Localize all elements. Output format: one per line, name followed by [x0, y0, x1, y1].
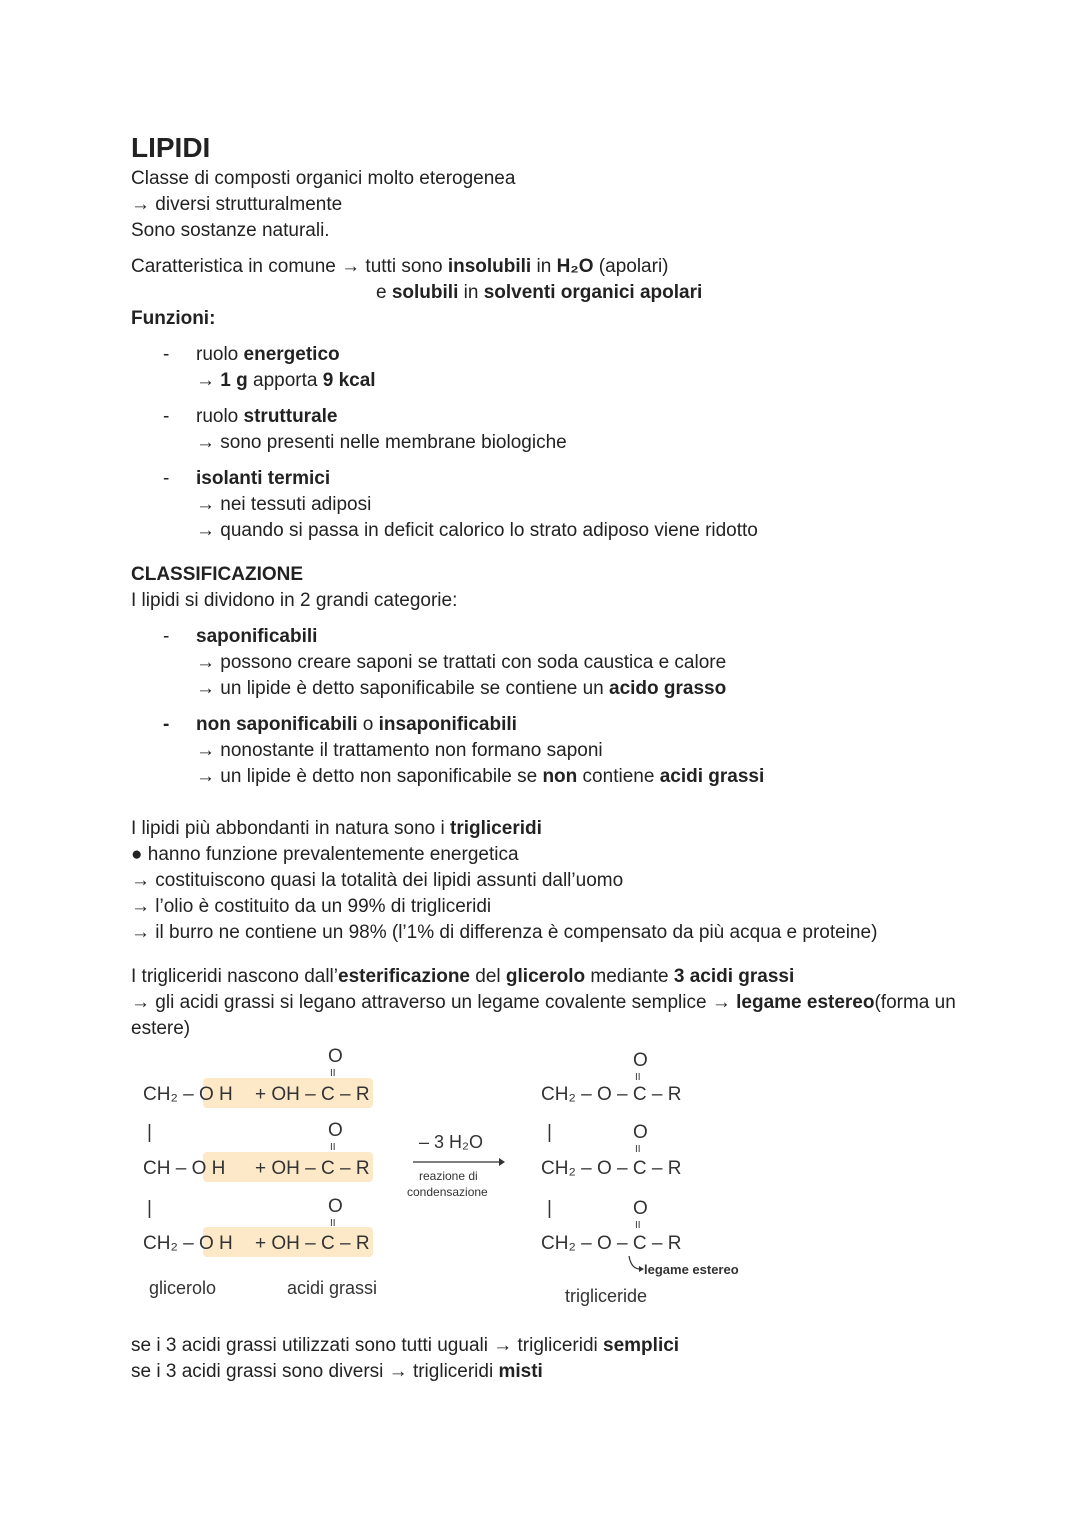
water-loss: – 3 H₂O — [419, 1132, 484, 1152]
ester-2-o: O — [633, 1122, 648, 1143]
ester-a: I trigliceridi nascono dall’ — [131, 966, 338, 987]
energetico-f: 9 kcal — [322, 370, 376, 391]
classificazione-intro: I lipidi si dividono in 2 grandi categorie: — [131, 590, 458, 611]
list-item-isolanti — [131, 466, 1031, 544]
common-text-f: e — [376, 282, 392, 303]
energetico-d: 1 g — [220, 370, 248, 391]
ester-b: esterificazione — [338, 966, 470, 987]
esterification-diagram — [131, 1040, 1031, 1320]
acid-3-dbl: II — [330, 1218, 336, 1229]
nonsap-l2b: non — [542, 766, 578, 787]
trig-b: trigliceridi — [450, 818, 542, 839]
nonsap-title — [196, 712, 764, 738]
reaction-arrow-head — [499, 1158, 505, 1166]
trig-bullet: ● hanno funzione prevalentemente energetica — [131, 844, 519, 865]
acid-2-o: O — [328, 1120, 343, 1141]
acid-row-2: + OH – C – R — [255, 1158, 370, 1179]
common-solubili: solubili — [391, 282, 459, 303]
condensation-label-2: condensazione — [407, 1185, 488, 1199]
nonsap-l2c: contiene — [577, 766, 660, 787]
dash-bullet: - — [163, 468, 170, 489]
glycerol-row-3: CH₂ – O H — [143, 1233, 233, 1254]
common-text-a: Caratteristica in comune → tutti sono — [131, 256, 448, 277]
list-item-energetico — [131, 342, 1031, 394]
common-text-e: (apolari) — [593, 256, 669, 277]
closing-notes — [131, 1333, 679, 1385]
nonsap-t1: non saponificabili — [196, 714, 358, 735]
acid-row-1: + OH – C – R — [255, 1084, 370, 1105]
label-glicerolo: glicerolo — [149, 1278, 217, 1298]
ester-2-dbl: II — [635, 1144, 641, 1155]
ester-line-2 — [131, 990, 1031, 1016]
saponificabili-line-1: → possono creare saponi se trattati con soda caustica e calore — [196, 652, 727, 673]
isolanti-title — [196, 466, 758, 492]
energetico-a: ruolo — [196, 344, 244, 365]
strutturale-b: strutturale — [243, 406, 338, 427]
energetico-c: → — [196, 370, 221, 391]
sap-l2a: → un lipide è detto saponificabile se contiene un — [196, 678, 609, 699]
energetico-detail — [196, 368, 376, 394]
intro-line-1: Classe di composti organici molto eterogenea — [131, 168, 516, 189]
ester-1-o: O — [633, 1050, 648, 1071]
bond-bar-4: | — [547, 1198, 552, 1219]
trig-line-1: → costituiscono quasi la totalità dei lipidi assunti dall’uomo — [131, 870, 624, 891]
ester-f: 3 acidi grassi — [673, 966, 795, 987]
nonsap-t2: o — [357, 714, 379, 735]
isolanti-detail-1: → nei tessuti adiposi — [196, 494, 372, 515]
end-line-1 — [131, 1333, 679, 1359]
nonsap-l2a: → un lipide è detto non saponificabile se — [196, 766, 543, 787]
common-solventi: solventi organici apolari — [483, 282, 703, 303]
ester-d: glicerolo — [505, 966, 586, 987]
document-page — [131, 130, 1031, 1042]
energetico-b: energetico — [243, 344, 340, 365]
trig-intro — [131, 816, 1031, 842]
saponificabili-line-2 — [196, 676, 726, 702]
common-h2o: H₂O — [556, 256, 594, 277]
nonsap-t3: insaponificabili — [378, 714, 517, 735]
strutturale-a: ruolo — [196, 406, 244, 427]
common-feature-line — [131, 254, 1031, 280]
ester-e: mediante — [585, 966, 674, 987]
saponificabili-title — [196, 624, 726, 650]
label-trigliceride: trigliceride — [565, 1286, 648, 1306]
bond-bar-1: | — [147, 1122, 152, 1143]
condensation-label-1: reazione di — [419, 1169, 478, 1183]
triglyceride-row-2: CH₂ – O – C – R — [541, 1158, 682, 1179]
reaction-svg — [131, 1040, 831, 1320]
ester-line-1 — [131, 964, 1031, 990]
dash-bullet: - — [163, 344, 170, 365]
acid-1-o: O — [328, 1046, 343, 1067]
triglyceride-row-3: CH₂ – O – C – R — [541, 1233, 682, 1254]
isolanti-detail-2: → quando si passa in deficit calorico lo strato adiposo viene ridotto — [196, 520, 758, 541]
list-item-saponificabili — [131, 624, 1031, 702]
trig-line-3: → il burro ne contiene un 98% (l’1% di differenza è compensato da più acqua e proteine) — [131, 922, 878, 943]
dash-bullet: - — [163, 626, 170, 647]
acid-row-3: + OH – C – R — [255, 1233, 370, 1254]
classificazione-heading: CLASSIFICAZIONE — [131, 564, 304, 585]
end-l1a: se i 3 acidi grassi utilizzati sono tutti uguali → trigliceridi — [131, 1335, 604, 1356]
common-text-h: in — [458, 282, 484, 303]
triglyceride-row-1: CH₂ – O – C – R — [541, 1084, 682, 1105]
dash-bullet: - — [163, 714, 170, 735]
bond-bar-2: | — [147, 1198, 152, 1219]
energetico-title — [196, 342, 376, 368]
common-feature-line-2 — [131, 280, 1031, 306]
end-l2a: se i 3 acidi grassi sono diversi → trigliceridi — [131, 1361, 499, 1382]
strutturale-title — [196, 404, 567, 430]
page-title: LIPIDI — [131, 132, 211, 163]
ester-3-dbl: II — [635, 1220, 641, 1231]
common-insolubili: insolubili — [447, 256, 532, 277]
ester-g: → gli acidi grassi si legano attraverso un legame covalente semplice → — [131, 992, 737, 1013]
trig-a: I lipidi più abbondanti in natura sono i — [131, 818, 451, 839]
bond-pointer — [629, 1256, 639, 1269]
energetico-e: apporta — [247, 370, 323, 391]
list-item-strutturale — [131, 404, 1031, 456]
sap-l2b: acido grasso — [609, 678, 727, 699]
isolanti-b: isolanti termici — [196, 468, 331, 489]
saponificabili-title-text: saponificabili — [196, 626, 318, 647]
trig-line-2: → l’olio è costituito da un 99% di trigliceridi — [131, 896, 492, 917]
ester-3-o: O — [633, 1198, 648, 1219]
end-l1b: semplici — [603, 1335, 680, 1356]
strutturale-detail: → sono presenti nelle membrane biologiche — [196, 432, 567, 453]
acid-1-dbl: II — [330, 1068, 336, 1079]
funzioni-heading: Funzioni: — [131, 308, 216, 329]
glycerol-row-1: CH₂ – O H — [143, 1084, 233, 1105]
end-l2b: misti — [498, 1361, 543, 1382]
glycerol-row-2: CH – O H — [143, 1158, 226, 1179]
nonsap-l2d: acidi grassi — [659, 766, 765, 787]
acid-3-o: O — [328, 1196, 343, 1217]
ester-i: (forma un — [874, 992, 956, 1013]
dash-bullet: - — [163, 406, 170, 427]
intro-line-2: → diversi strutturalmente — [131, 194, 343, 215]
nonsap-line-1: → nonostante il trattamento non formano saponi — [196, 740, 603, 761]
end-line-2 — [131, 1359, 679, 1385]
ester-c: del — [470, 966, 506, 987]
common-text-c: in — [531, 256, 557, 277]
label-acidi-grassi: acidi grassi — [287, 1278, 378, 1298]
nonsap-line-2 — [196, 764, 764, 790]
label-legame-estereo: legame estereo — [644, 1262, 739, 1277]
ester-line-3: estere) — [131, 1018, 191, 1039]
bond-bar-3: | — [547, 1122, 552, 1143]
ester-1-dbl: II — [635, 1072, 641, 1083]
intro-line-3: Sono sostanze naturali. — [131, 220, 330, 241]
ester-h: legame estereo — [736, 992, 875, 1013]
list-item-non-saponificabili — [131, 712, 1031, 790]
acid-2-dbl: II — [330, 1142, 336, 1153]
